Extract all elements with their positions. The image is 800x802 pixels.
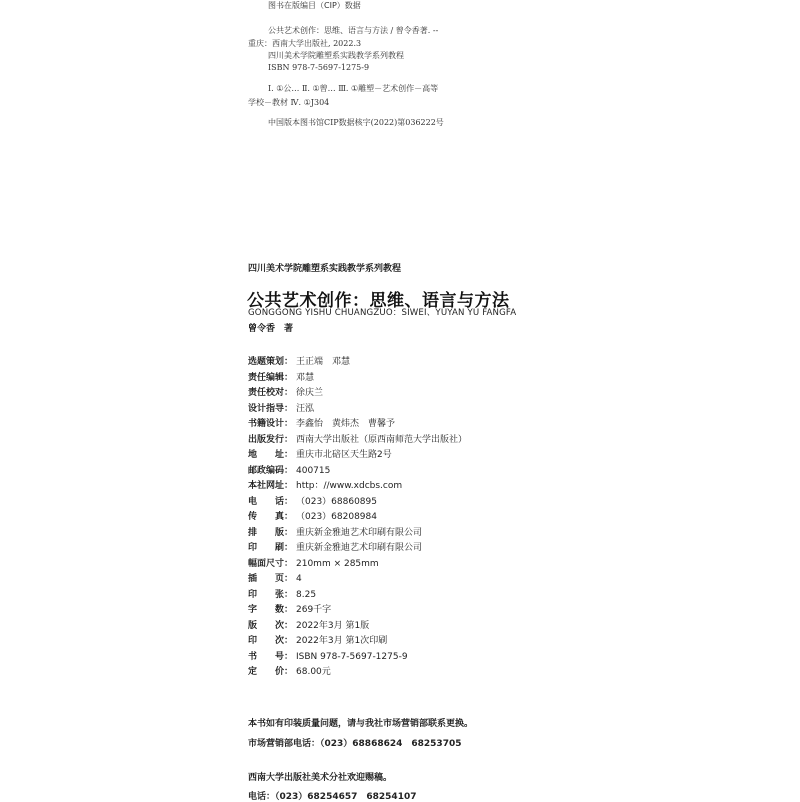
info-value: 重庆新金雅迪艺术印刷有限公司 — [296, 543, 423, 553]
cip-record-line: 公共艺术创作：思维、语言与方法 / 曾令香著. -- — [268, 26, 439, 35]
info-label: 字 数： — [248, 605, 294, 615]
info-row-impression — [248, 634, 387, 649]
book-title-pinyin: GONGGONG YISHU CHUANGZUO：SIWEI、YUYAN YU FANGFA — [248, 308, 517, 318]
book-author: 曾令香 著 — [248, 324, 294, 334]
cip-subject-line: Ⅰ. ①公… Ⅱ. ①曾… Ⅲ. ①雕塑－艺术创作－高等 — [268, 84, 439, 93]
info-value: 400715 — [296, 465, 331, 476]
info-label: 插 页： — [248, 574, 294, 584]
info-label: 幅面尺寸： — [248, 558, 294, 569]
cip-subject-line: 学校－教材 Ⅳ. ①J304 — [248, 98, 330, 107]
info-value: 68.00元 — [296, 667, 331, 677]
info-label: 责任校对： — [248, 388, 294, 398]
info-value: 2022年3月 第1版 — [296, 620, 370, 631]
info-row-printing — [248, 541, 422, 556]
info-row-planning — [248, 355, 350, 370]
info-label: 本社网址： — [248, 481, 294, 491]
submission-welcome: 西南大学出版社美术分社欢迎赐稿。 — [248, 773, 393, 783]
info-value: 邓慧 — [296, 372, 315, 383]
series-title: 四川美术学院雕塑系实践教学系列教程 — [248, 264, 402, 274]
info-value: 4 — [296, 574, 302, 584]
info-label: 电 话： — [248, 496, 294, 507]
contact-phone: 电话：（023）68254657 68254107 — [248, 792, 417, 802]
info-row-typesetting — [248, 526, 422, 541]
quality-notice: 本书如有印装质量问题，请与我社市场营销部联系更换。 — [248, 719, 474, 729]
info-label: 出版发行： — [248, 434, 294, 445]
info-label: 印 刷： — [248, 543, 294, 553]
info-value: 汪泓 — [296, 403, 315, 414]
info-label: 书 号： — [248, 651, 294, 662]
info-row-telephone — [248, 495, 377, 510]
info-row-price — [248, 665, 331, 680]
cip-record-line: 重庆：西南大学出版社, 2022.3 — [248, 39, 362, 48]
info-value: 8.25 — [296, 589, 317, 600]
info-row-printed-sheets — [248, 588, 316, 603]
info-label: 定 价： — [248, 667, 294, 677]
info-row-inserts — [248, 572, 302, 587]
info-value: （023）68860895 — [296, 496, 377, 507]
info-row-book-design — [248, 417, 395, 432]
info-label: 印 张： — [248, 589, 294, 600]
info-label: 书籍设计： — [248, 419, 294, 429]
info-value: 269千字 — [296, 605, 332, 615]
book-title: 公共艺术创作：思维、语言与方法 — [247, 291, 510, 311]
info-row-format-size — [248, 557, 379, 572]
info-row-proofreader — [248, 386, 323, 401]
info-label: 选题策划： — [248, 357, 294, 367]
info-value: 李鑫怡 黄炜杰 曹馨予 — [296, 419, 396, 429]
info-row-design-guidance — [248, 402, 314, 417]
cip-record-line: 四川美术学院雕塑系实践教学系列教程 — [268, 51, 404, 60]
info-row-website — [248, 479, 402, 494]
info-label: 排 版： — [248, 527, 294, 538]
info-label: 印 次： — [248, 636, 294, 646]
info-value: （023）68208984 — [296, 512, 377, 522]
info-value: ISBN 978-7-5697-1275-9 — [296, 651, 408, 662]
info-row-isbn — [248, 650, 408, 665]
info-value: 重庆市北碚区天生路2号 — [296, 450, 392, 460]
info-value: http：//www.xdcbs.com — [296, 481, 403, 491]
info-value: 王正端 邓慧 — [296, 357, 351, 367]
info-value: 210mm × 285mm — [296, 558, 379, 569]
cip-number: 中国版本图书馆CIP数据核字(2022)第036222号 — [268, 118, 444, 127]
info-label: 设计指导： — [248, 403, 294, 414]
info-row-word-count — [248, 603, 331, 618]
info-row-edition — [248, 619, 369, 634]
info-row-address — [248, 448, 392, 463]
info-value: 徐庆兰 — [296, 388, 324, 398]
info-label: 版 次： — [248, 620, 294, 631]
info-value: 2022年3月 第1次印刷 — [296, 636, 388, 646]
info-value: 西南大学出版社（原西南师范大学出版社） — [296, 434, 468, 445]
info-value: 重庆新金雅迪艺术印刷有限公司 — [296, 527, 423, 538]
info-label: 地 址： — [248, 450, 294, 460]
info-row-fax — [248, 510, 377, 525]
info-row-editor — [248, 371, 314, 386]
info-row-postcode — [248, 464, 330, 479]
cip-heading: 图书在版编目（CIP）数据 — [268, 1, 361, 10]
info-label: 邮政编码： — [248, 465, 294, 476]
marketing-phone: 市场营销部电话：（023）68868624 68253705 — [248, 739, 462, 749]
info-row-publisher — [248, 433, 467, 448]
info-label: 传 真： — [248, 512, 294, 522]
cip-record-line: ISBN 978-7-5697-1275-9 — [268, 63, 370, 72]
info-label: 责任编辑： — [248, 372, 294, 383]
